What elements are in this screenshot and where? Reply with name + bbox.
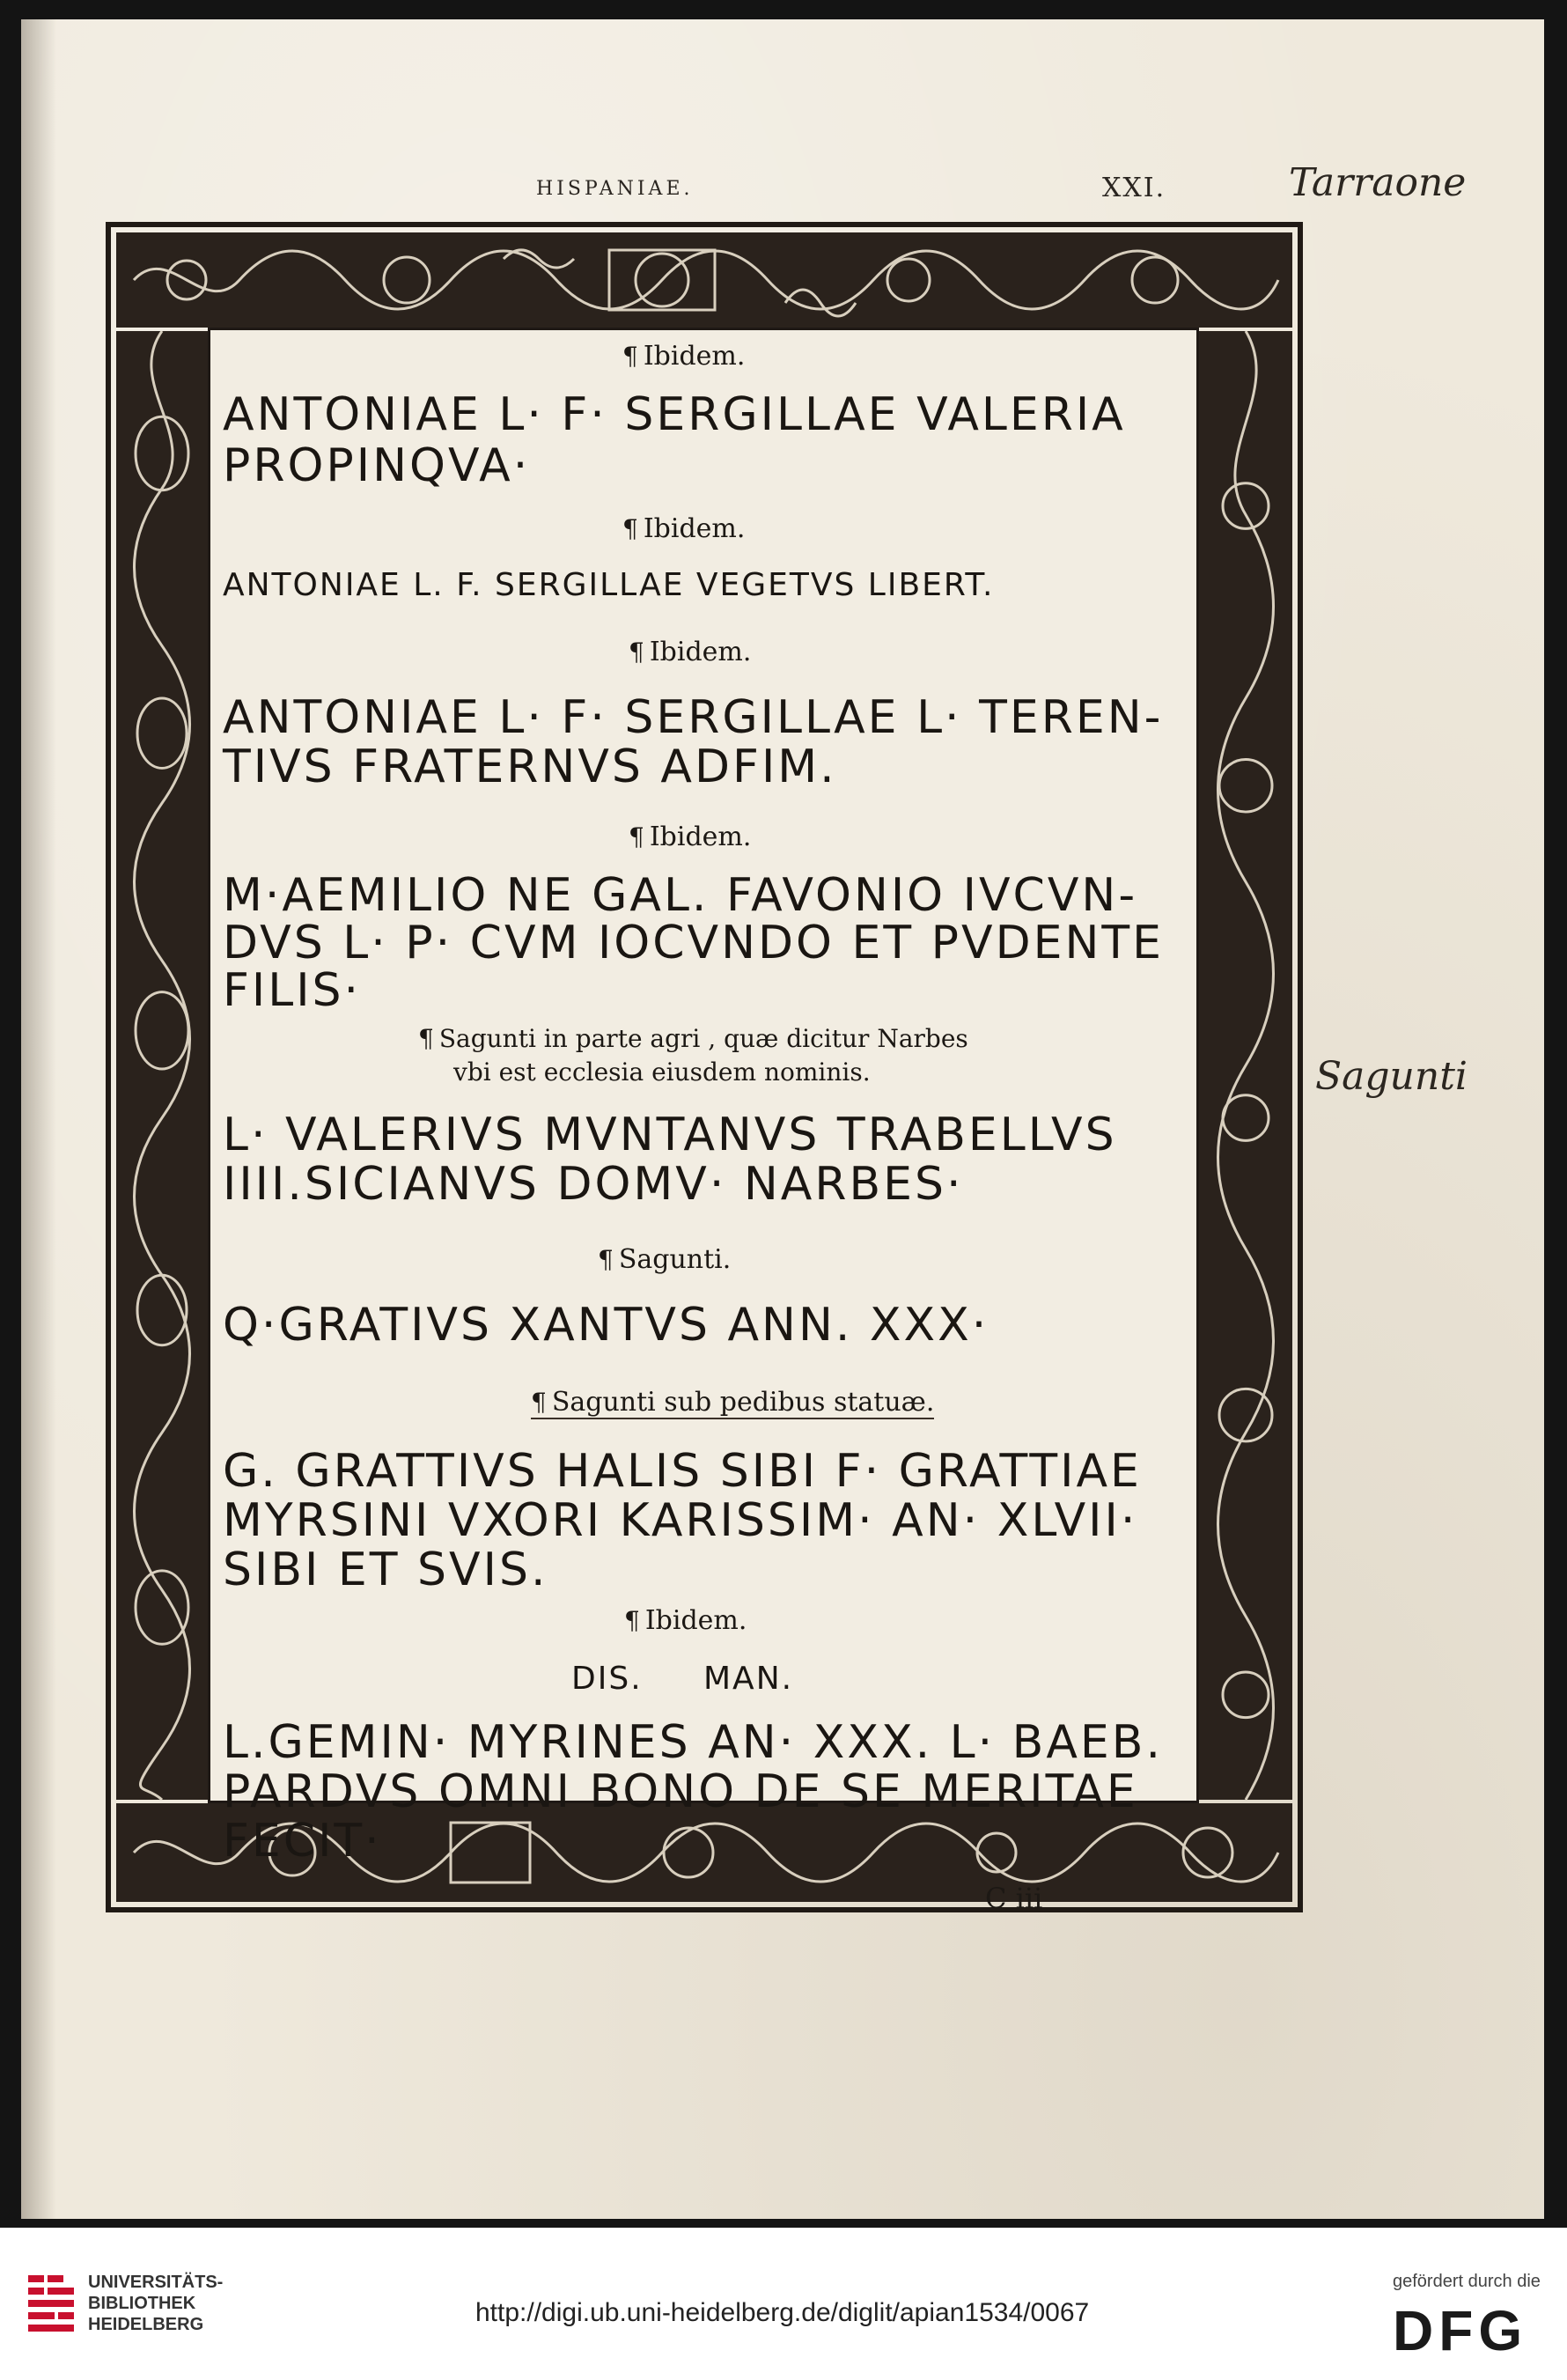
- inscription-line: ANTONIAE L. F. SERGILLAE VEGETVS LIBERT.: [223, 567, 995, 603]
- inscription-line: DVS L· P· CVM IOCVNDO ET PVDENTE: [223, 917, 1164, 969]
- inscription-line: PROPINQVA·: [223, 439, 531, 492]
- inscription-line: SIBI ET SVIS.: [223, 1544, 548, 1596]
- inscription-line: M·AEMILIO NE GAL. FAVONIO IVCVN-: [223, 869, 1138, 922]
- pilcrow-icon: ¶: [531, 1388, 547, 1417]
- text-panel: [208, 328, 1199, 1915]
- rubric-sagunti-statuae: ¶ Sagunti sub pedibus statuæ.: [531, 1387, 935, 1418]
- running-head: HISPANIAE.: [536, 178, 694, 200]
- pilcrow-icon: ¶: [418, 1024, 434, 1053]
- inscription-line: ANTONIAE L· F· SERGILLAE L· TEREN-: [223, 691, 1164, 744]
- inscription-line: L.GEMIN· MYRINES AN· XXX. L· BAEB.: [223, 1716, 1163, 1769]
- inscription-line: Q·GRATIVS XANTVS ANN. XXX·: [223, 1299, 989, 1352]
- viewer-footer: [0, 2228, 1567, 2380]
- rubric-ibidem-2: ¶ Ibidem.: [622, 513, 746, 544]
- rubric-sagunti-narbes-cont: vbi est ecclesia eiusdem nominis.: [453, 1057, 871, 1087]
- ornament-top-band: [116, 232, 1292, 328]
- ornament-left-band: [116, 331, 208, 1800]
- inscription-line: FECIT·: [223, 1815, 382, 1868]
- ornament-top-pattern: [116, 232, 1292, 328]
- rubric-sagunti: ¶ Sagunti.: [598, 1244, 732, 1275]
- subhead-dis: DIS.: [571, 1661, 643, 1697]
- rubric-ibidem-5: ¶ Ibidem.: [624, 1605, 747, 1636]
- rubric-ibidem-3: ¶ Ibidem.: [629, 637, 752, 667]
- signature-mark: C iii: [985, 1882, 1043, 1915]
- page-gutter-shadow: [21, 19, 56, 2219]
- pilcrow-icon: ¶: [598, 1245, 614, 1274]
- pilcrow-icon: ¶: [629, 822, 644, 851]
- inscription-line: TIVS FRATERNVS ADFIM.: [223, 741, 837, 793]
- inscription-line: ANTONIAE L· F· SERGILLAE VALERIA: [223, 388, 1126, 441]
- funding-note: gefördert durch die: [1393, 2272, 1541, 2291]
- inscription-line: PARDVS OMNI BONO DE SE MERITAE: [223, 1765, 1138, 1818]
- rubric-sagunti-narbes: ¶ Sagunti in parte agri , quæ dicitur Narbes: [418, 1024, 968, 1053]
- university-library-logo-icon: [25, 2270, 77, 2339]
- pilcrow-icon: ¶: [622, 514, 638, 543]
- inscription-line: IIII.SICIANVS DOMV· NARBES·: [223, 1158, 964, 1211]
- book-page: [21, 19, 1544, 2219]
- folio-number: XXI.: [1102, 173, 1166, 203]
- subhead-man: MAN.: [703, 1661, 794, 1697]
- permalink-url[interactable]: http://digi.ub.uni-heidelberg.de/diglit/apian1534/0067: [475, 2298, 1090, 2327]
- pilcrow-icon: ¶: [622, 342, 638, 371]
- rubric-ibidem-1: ¶ Ibidem.: [622, 341, 746, 372]
- inscription-line: MYRSINI VXORI KARISSIM· AN· XLVII·: [223, 1494, 1138, 1547]
- pilcrow-icon: ¶: [629, 637, 644, 667]
- ornament-right-band: [1199, 331, 1292, 1800]
- pilcrow-icon: ¶: [624, 1606, 640, 1635]
- library-name: UNIVERSITÄTS- BIBLIOTHEK HEIDELBERG: [88, 2273, 224, 2334]
- handwritten-margin-note-side: Sagunti: [1315, 1054, 1468, 1099]
- inscription-line: L· VALERIVS MVNTANVS TRABELLVS: [223, 1109, 1117, 1161]
- woodcut-border: [106, 222, 1303, 1915]
- ornament-right-pattern: [1199, 331, 1292, 1800]
- dfg-logo: DFG: [1393, 2299, 1528, 2362]
- ornament-left-pattern: [116, 331, 208, 1800]
- handwritten-margin-note-top: Tarraone: [1289, 160, 1467, 205]
- inscription-line: G. GRATTIVS HALIS SIBI F· GRATTIAE: [223, 1445, 1142, 1498]
- inscription-line: FILIS·: [223, 964, 362, 1017]
- rubric-ibidem-4: ¶ Ibidem.: [629, 822, 752, 852]
